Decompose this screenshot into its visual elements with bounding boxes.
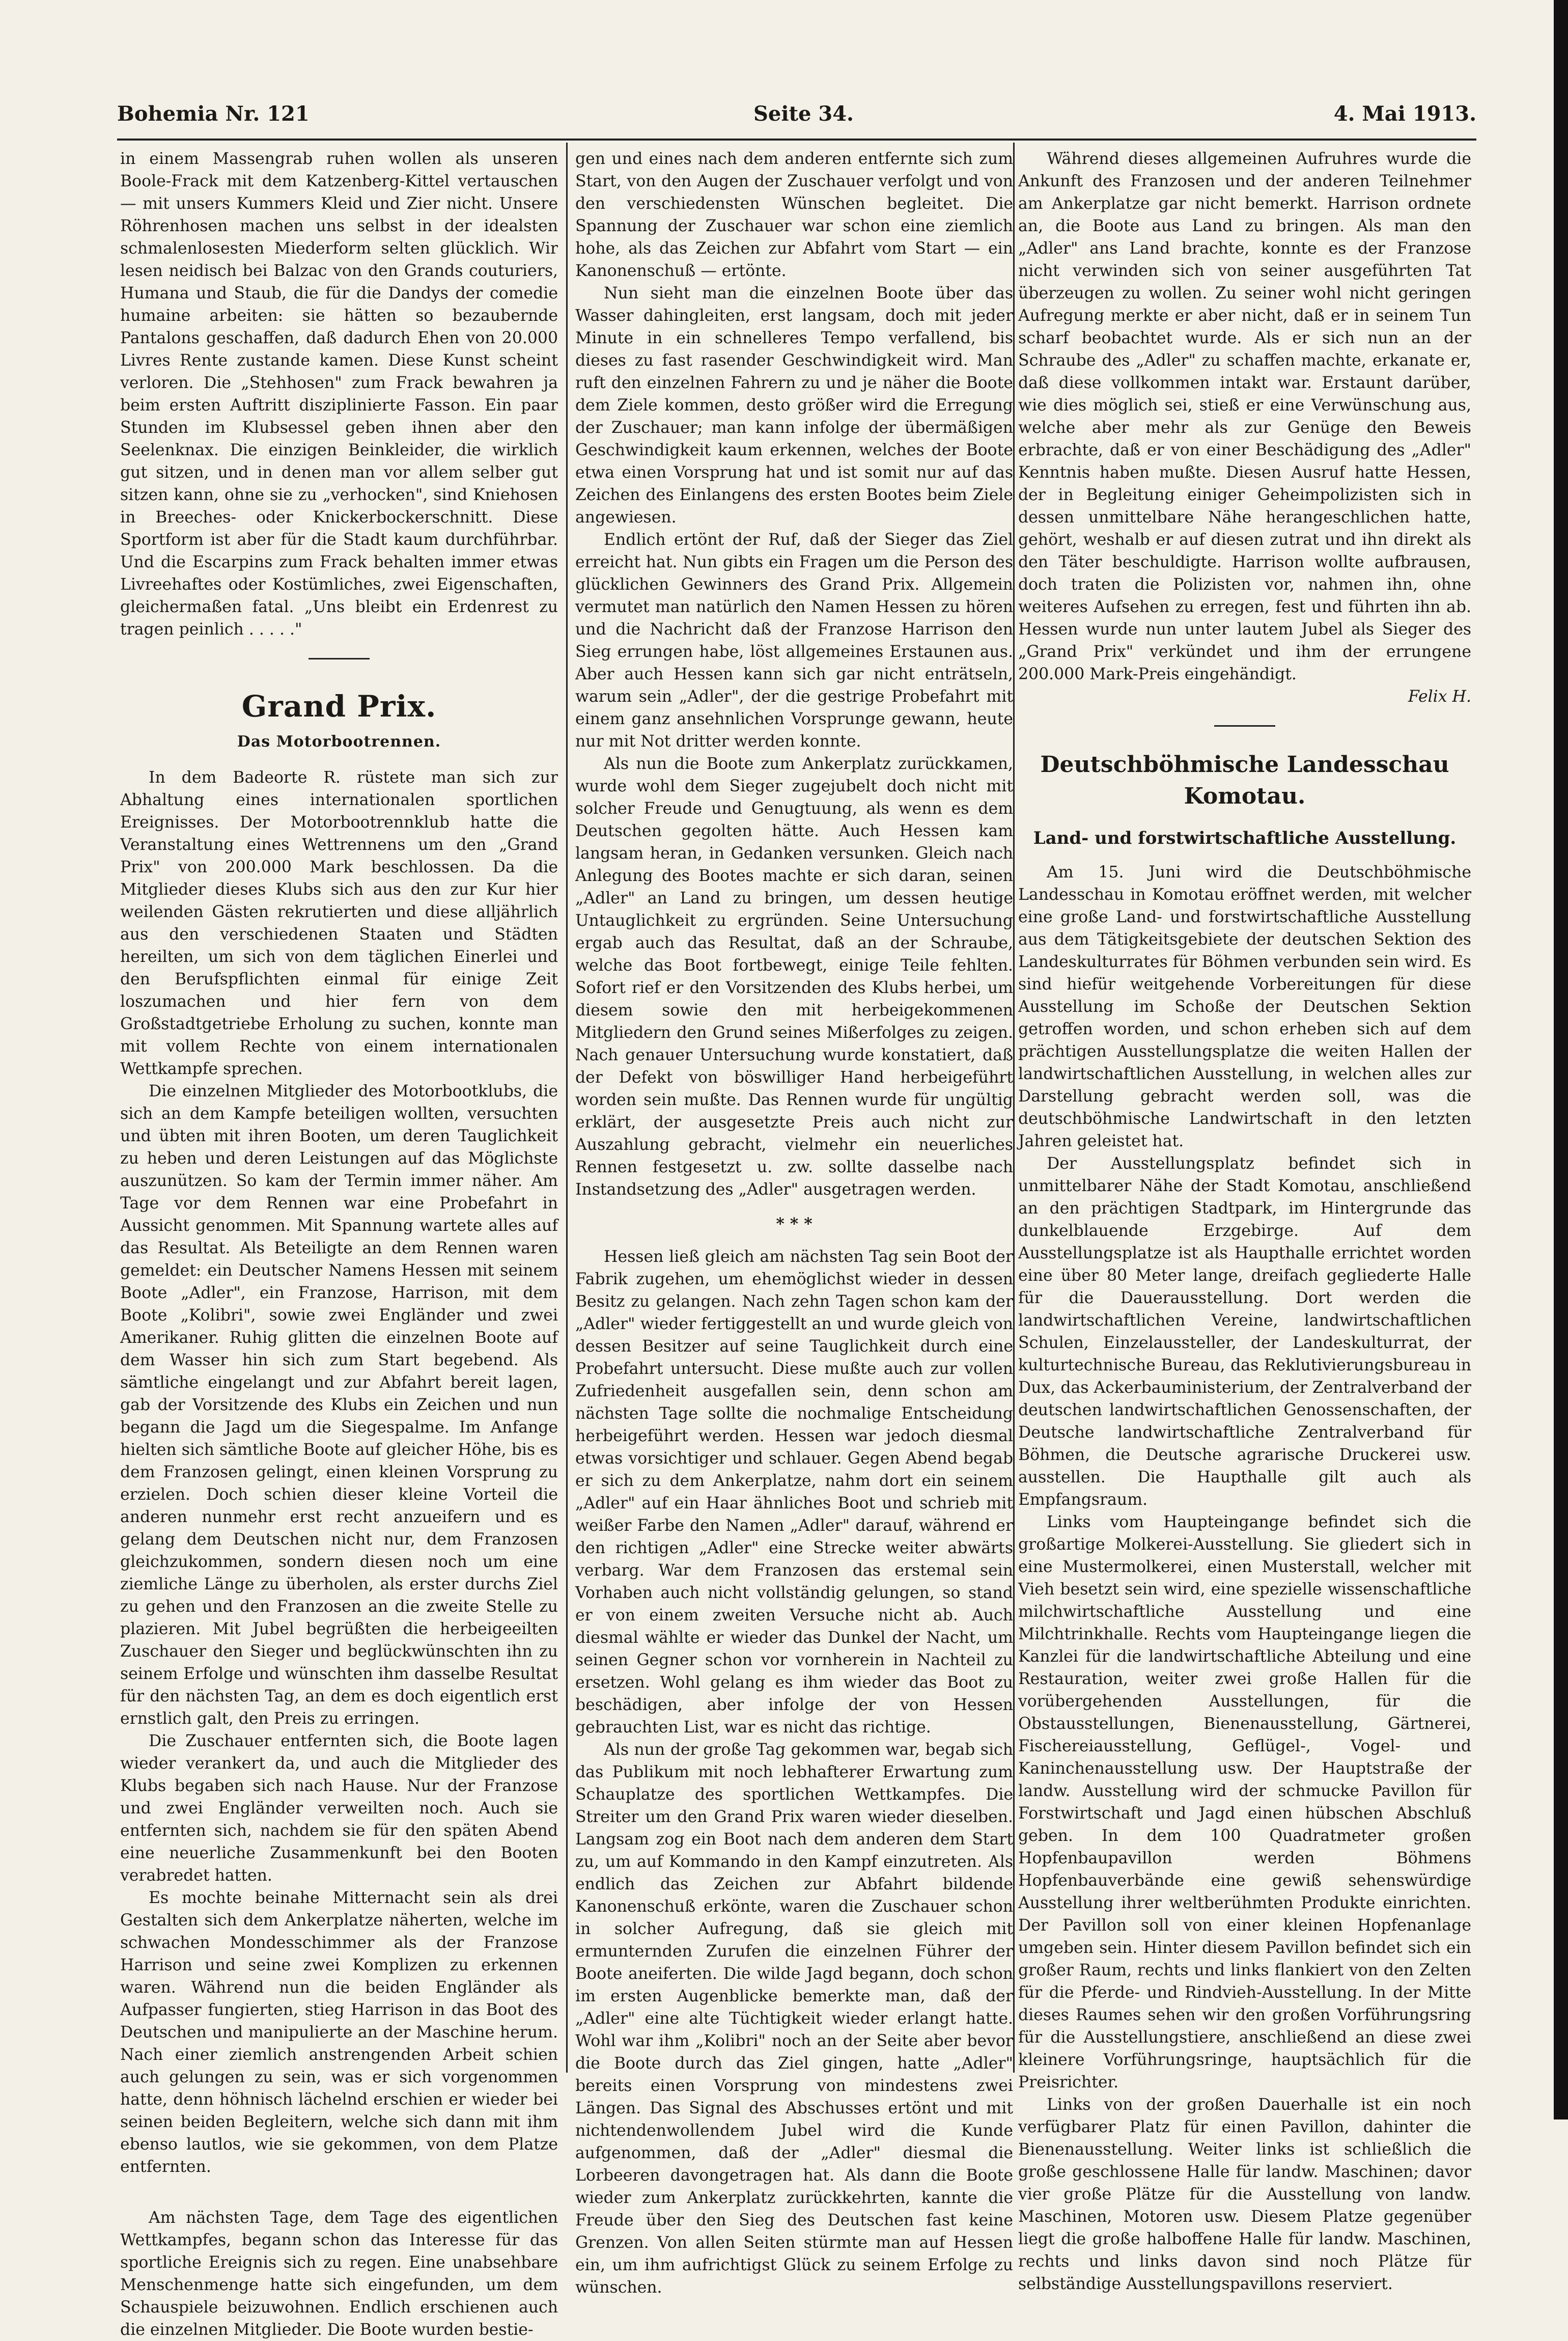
page-header <box>117 102 1476 137</box>
column-1 <box>120 148 558 2339</box>
paragraph: Am 15. Juni wird die Deutschböhmische Landesschau in Komotau eröffnet werden, mit welcher eine große Land- und forstwirtschaftliche Ausstellung aus dem Tätigkeitsgebiete der deutschen Sektion des Landeskulturrates für Böhmen verbunden sein wird. Es sind hiefür weitgehende Vorbereitungen für diese Ausstellung im Schoße der Deutschen Sektion getroffen worden, und schon erheben sich auf dem prächtigen Ausstellungsplatze die weiten Hallen der landwirtschaftlichen Ausstellung, in welchen alles zur Darstellung gebracht werden soll, was die deutschböhmische Landwirtschaft in den letzten Jahren geleistet hat. <box>1018 863 1471 1150</box>
column-divider-2 <box>1013 143 1015 2073</box>
paragraph: Die einzelnen Mitglieder des Motorbootklubs, die sich an dem Kampfe beteiligen wollten, versuchten und übten mit ihren Booten, um deren Tauglichkeit zu heben und deren Leistungen auf das Möglichste auszunützen. So kam der Termin immer näher. Am Tage vor dem Rennen war eine Probefahrt in Aussicht genommen. Mit Spannung wartete alles auf das Resultat. Als Beteiligte an dem Rennen waren gemeldet: ein Deutscher Namens Hessen mit seinem Boote „Adler", ein Franzose, Harrison, mit dem Boote „Kolibri", sowie zwei Engländer und zwei Amerikaner. Ruhig glitten die einzelnen Boote auf dem Wasser hin sich zum Start begebend. Als sämtliche eingelangt und zur Abfahrt bereit lagen, gab der Vorsitzende des Klubs ein Zeichen und nun begann die Jagd um die Siegespalme. Im Anfange hielten sich sämtliche Boote auf gleicher Höhe, bis es dem Franzosen gelingt, einen kleinen Vorsprung zu erzielen. Doch schien dieser kleine Vorteil die anderen nunmehr erst recht anzueifern und es gelang dem Deutschen nicht nur, dem Franzosen gleichzukommen, sondern diesen noch um eine ziemliche Länge zu überholen, als erster durchs Ziel zu gehen und den Franzosen an die zweite Stelle zu plazieren. Mit Jubel begrüßten die herbeigeeilten Zuschauer den Sieger und beglückwünschten ihn zu seinem Erfolge und wünschten ihm dasselbe Resultat für den nächsten Tag, an dem es doch eigentlich erst ernstlich galt, den Preis zu erringen. <box>120 1082 558 1728</box>
column-divider-1 <box>566 143 568 2073</box>
author-signature: Felix H. <box>1408 687 1471 706</box>
paragraph: Es mochte beinahe Mitternacht sein als drei Gestalten sich dem Ankerplatze näherten, welche im schwachen Mondesschimmer als der Franzose Harrison und seine zwei Komplizen zu erkennen waren. Während nun die beiden Engländer als Aufpasser fungierten, stieg Harrison in das Boot des Deutschen und manipulierte an der Maschine herum. Nach einer ziemlich anstrengenden Arbeit schien auch gelungen zu sein, was er sich vorgenommen hatte, denn höhnisch lächelnd erschien er wieder bei seinen beiden Begleitern, welche sich dann mit ihm ebenso lautlos, wie sie gekommen, von dem Platze entfernten. <box>120 1889 558 2176</box>
page-number: Seite 34. <box>753 102 854 126</box>
article-separator <box>1214 725 1275 727</box>
paragraph: Am nächsten Tage, dem Tage des eigentlichen Wettkampfes, begann schon das Interesse für das sportliche Ereignis sich zu regen. Eine unabsehbare Menschenmenge hatte sich eingefunden, um dem Schauspiele beizuwohnen. Endlich erschienen auch die einzelnen Mitglieder. Die Boote wurden bestie- <box>120 2209 558 2339</box>
column-3 <box>1018 148 1471 2293</box>
article-subtitle: Das Motorbootrennen. <box>237 733 441 751</box>
issue-date: 4. Mai 1913. <box>1333 102 1476 126</box>
scan-border <box>1554 0 1568 2119</box>
paragraph: in einem Massengrab ruhen wollen als unseren Boole-Frack mit dem Katzenberg-Kittel vertauschen — mit unsers Kummers Kleid und Zier nicht. Unsere Röhrenhosen machen uns selbst in der idealsten schmalenlosesten Miederform selten glücklich. Wir lesen neidisch bei Balzac von den Grands couturiers, Humana und Staub, die für die Dandys der comedie humaine arbeiten: sie hätten so bezaubernde Pantalons geschaffen, daß dadurch Ehen von 20.000 Livres Rente zustande kamen. Diese Kunst scheint verloren. Die „Stehhosen" zum Frack bewahren ja beim ersten Auftritt disziplinierte Fasson. Ein paar Stunden im Klubsessel geben ihnen aber den Seelenknax. Die einzigen Beinkleider, die wirklich gut sitzen, und in denen man vor allem selber gut sitzen kann, ohne sie zu „verhocken", sind Kniehosen in Breeches- oder Knickerbockerschnitt. Diese Sportform ist aber für die Stadt kaum durchführbar. Und die Escarpins zum Frack behalten immer etwas Livreehaftes oder Kostümliches, zwei Eigenschaften, gleichermaßen fatal. „Uns bleibt ein Erdenrest zu tragen peinlich . . . . ." <box>120 150 558 639</box>
article-title: Grand Prix. <box>241 689 437 724</box>
paragraph: Als nun die Boote zum Ankerplatz zurückkamen, wurde wohl dem Sieger zugejubelt doch nicht mit solcher Freude und Genugtuung, als wenn es dem Deutschen gegolten hätte. Auch Hessen kam langsam heran, in Gedanken versunken. Gleich nach Anlegung des Bootes machte er sich daran, seinen „Adler" an Land zu bringen, um dessen heutige Untauglichkeit zu ergründen. Seine Untersuchung ergab auch das Resultat, daß an der Schraube, welche das Boot fortbewegt, einige Teile fehlten. Sofort rief er den Vorsitzenden des Klubs herbei, um diesem sowie den mit herbeigekommenen Mitgliedern den Grund seines Mißerfolges zu zeigen. Nach genauer Untersuchung wurde konstatiert, daß der Defekt von böswilliger Hand herbeigeführt worden sein mußte. Das Rennen wurde für ungültig erklärt, der ausgesetzte Preis auch nicht zur Auszahlung gebracht, vielmehr ein neuerliches Rennen festgesetzt u. zw. sollte dasselbe nach Instandsetzung des „Adler" ausgetragen werden. <box>575 755 1013 1199</box>
article-separator <box>309 658 370 659</box>
paragraph: Während dieses allgemeinen Aufruhres wurde die Ankunft des Franzosen und der anderen Teilnehmer am Ankerplatze gar nicht bemerkt. Harrison ordnete an, die Boote aus Land zu bringen. Als man den „Adler" ans Land brachte, konnte es der Franzose nicht verwinden sich von seiner ausgeführten Tat überzeugen zu wollen. Zu seiner wohl nicht geringen Aufregung merkte er aber nicht, daß er in seinem Tun scharf beobachtet wurde. Als er sich nun an der Schraube des „Adler" zu schaffen machte, erkanate er, daß diese vollkommen intakt war. Erstaunt darüber, wie dies möglich sei, stieß er eine Verwünschung aus, welche aber mehr als zur Genüge den Beweis erbrachte, daß er von einer Beschädigung des „Adler" Kenntnis haben mußte. Diesen Ausruf hatte Hessen, der in Begleitung einiger Geheimpolizisten sich in dessen unmittelbare Nähe herangeschlichen hatte, gehört, weshalb er auf diesen zutrat und ihn direkt als den Täter beschuldigte. Harrison wollte aufbrausen, doch traten die Polizisten vor, nahmen ihn, ohne weiteres Aufsehen zu erregen, fest und führten ihn ab. Hessen wurde nun unter lautem Jubel als Sieger des „Grand Prix" verkündet und ihm der errungene 200.000 Mark-Preis eingehändigt. <box>1018 150 1471 683</box>
paragraph: Links von der großen Dauerhalle ist ein noch verfügbarer Platz für einen Pavillon, dahinter die Bienenausstellung. Weiter links ist schließlich die große geschlossene Halle für landw. Maschinen; davor vier große Plätze für die Ausstellung von landw. Maschinen, Motoren usw. Diesem Platze gegenüber liegt die große halboffene Halle für landw. Maschinen, rechts und links davon sind noch Plätze für selbständige Ausstellungspavillons reserviert. <box>1018 2096 1471 2293</box>
paragraph: Die Zuschauer entfernten sich, die Boote lagen wieder verankert da, und auch die Mitglieder des Klubs begaben sich nach Hause. Nur der Franzose und zwei Engländer verweilten noch. Auch sie entfernten sich, nachdem sie für den späten Abend eine neuerliche Zusammenkunft bei den Booten verabredet hatten. <box>120 1732 558 1885</box>
header-rule <box>117 139 1476 141</box>
paragraph: In dem Badeorte R. rüstete man sich zur Abhaltung eines internationalen sportlichen Ereignisses. Der Motorbootrennklub hatte die Veranstaltung eines Wettrennens um den „Grand Prix" von 200.000 Mark beschlossen. Da die Mitglieder dieses Klubs sich aus den zur Kur hier weilenden Gästen rekrutierten und diese alljährlich aus den verschiedenen Staaten und Städten hereilten, um sich von dem täglichen Einerlei und den Berufspflichten einmal für einige Zeit loszumachen und hier fern von dem Großstadtgetriebe Erholung zu suchen, konnte man mit vollem Rechte von einem internationalen Wettkampfe sprechen. <box>120 768 558 1078</box>
section-separator: * * * <box>776 1215 813 1233</box>
paragraph: Als nun der große Tag gekommen war, begab sich das Publikum mit noch lebhafterer Erwartung zum Schauplatze des sportlichen Wettkampfes. Die Streiter um den Grand Prix waren wieder dieselben. Langsam zog ein Boot nach dem anderen dem Start zu, um auf Kommando in den Kampf einzutreten. Als endlich das Zeichen zur Abfahrt bildende Kanonenschuß erkönte, waren die Zuschauer schon in solcher Aufregung, daß sie gleich mit ermunternden Zurufen die einzelnen Führer der Boote aneiferten. Die wilde Jagd begann, doch schon im ersten Augenblicke bemerkte man, daß der „Adler" eine alte Tüchtigkeit wieder erlangt hatte. Wohl war ihm „Kolibri" noch an der Seite aber bevor die Boote durch das Ziel gingen, hatte „Adler" bereits einen Vorsprung von mindestens zwei Längen. Das Signal des Abschusses ertönt und mit nichtendenwollendem Jubel wird die Kunde aufgenommen, daß der „Adler" diesmal die Lorbeeren davongetragen hat. Als dann die Boote wieder zum Ankerplatz zurückkehrten, kannte die Freude über den Sieg des Deutschen fast keine Grenzen. Von allen Seiten stürmte man auf Hessen ein, um ihm aufrichtigst Glück zu seinem Erfolge zu wünschen. <box>575 1741 1013 2297</box>
article-subtitle: Land- und forstwirtschaftliche Ausstellung. <box>1033 828 1457 848</box>
column-2 <box>575 148 1013 2297</box>
article-title: Deutschböhmische Landesschau Komotau. <box>1040 752 1449 809</box>
newspaper-issue: Bohemia Nr. 121 <box>117 102 310 126</box>
paragraph: Der Ausstellungsplatz befindet sich in unmittelbarer Nähe der Stadt Komotau, anschließend an den prächtigen Stadtpark, im Hintergrunde das dunkelblauende Erzgebirge. Auf dem Ausstellungsplatze ist als Haupthalle errichtet worden eine über 80 Meter lange, dreifach gegliederte Halle für die Dauerausstellung. Dort werden die landwirtschaftlichen Vereine, landwirtschaftlichen Schulen, Einzelaussteller, der Landeskulturrat, der kulturtechnische Bureau, das Reklutivierungsbureau in Dux, das Ackerbauministerium, der Zentralverband der deutschen landwirtschaftlichen Genossenschaften, der Deutsche landwirtschaftliche Zentralverband für Böhmen, die Deutsche agrarische Druckerei usw. ausstellen. Die Haupthalle gilt auch als Empfangsraum. <box>1018 1154 1471 1509</box>
paragraph: Links vom Haupteingange befindet sich die großartige Molkerei-Ausstellung. Sie gliedert sich in eine Mustermolkerei, einen Musterstall, welcher mit Vieh besetzt sein wird, eine spezielle wissenschaftliche milchwirtschaftliche Ausstellung und eine Milchtrinkhalle. Rechts vom Haupteingange liegen die Kanzlei für die landwirtschaftliche Abteilung und eine Restauration, weiter zwei große Hallen für die vorübergehenden Ausstellungen, für die Obstausstellungen, Bienenausstellung, Gärtnerei, Fischereiausstellung, Geflügel-, Vogel- und Kaninchenausstellung usw. Der Hauptstraße der landw. Ausstellung wird der schmucke Pavillon für Forstwirtschaft und Jagd einen hübschen Abschluß geben. In dem 100 Quadratmeter großen Hopfenbaupavillon werden Böhmens Hopfenbauverbände eine gewiß sehenswürdige Ausstellung ihrer weltberühmten Produkte einrichten. Der Pavillon soll von einer kleinen Hopfenanlage umgeben sein. Hinter diesem Pavillon befindet sich ein großer Raum, rechts und links flankiert von den Zelten für die Pferde- und Rindvieh-Ausstellung. In der Mitte dieses Raumes sehen wir den großen Vorführungsring für die Ausstellungstiere, anschließend an diese zwei kleinere Vorführungsringe, hauptsächlich für die Preisrichter. <box>1018 1513 1471 2091</box>
paragraph: Endlich ertönt der Ruf, daß der Sieger das Ziel erreicht hat. Nun gibts ein Fragen um die Person des glücklichen Gewinners des Grand Prix. Allgemein vermutet man natürlich den Namen Hessen zu hören und die Nachricht daß der Franzose Harrison den Sieg errungen habe, löst allgemeines Erstaunen aus. Aber auch Hessen kann sich gar nicht enträtseln, warum sein „Adler", der die gestrige Probefahrt mit einem ganz ansehnlichen Vorsprunge gewann, heute nur mit Not dritter werden konnte. <box>575 531 1013 751</box>
paragraph: Nun sieht man die einzelnen Boote über das Wasser dahingleiten, erst langsam, doch mit jeder Minute in ein schnelleres Tempo verfallend, bis dieses zu fast rasender Geschwindigkeit wird. Man ruft den einzelnen Fahrern zu und je näher die Boote dem Ziele kommen, desto größer wird die Erregung der Zuschauer; man kann infolge der übermäßigen Geschwindigkeit kaum erkennen, welches der Boote etwa einen Vorsprung hat und ist somit nur auf das Zeichen des Einlangens des ersten Bootes beim Ziele angewiesen. <box>575 284 1013 527</box>
paragraph: Hessen ließ gleich am nächsten Tag sein Boot der Fabrik zugehen, um ehemöglichst wieder in dessen Besitz zu gelangen. Nach zehn Tagen schon kam der „Adler" wieder fertiggestellt an und wurde gleich von dessen Besitzer auf seine Tauglichkeit durch eine Probefahrt untersucht. Diese mußte auch zur vollen Zufriedenheit ausgefallen sein, denn schon am nächsten Tage sollte die nochmalige Entscheidung herbeigeführt werden. Hessen war jedoch diesmal etwas vorsichtiger und schlauer. Gegen Abend begab er sich zu dem Ankerplatze, nahm dort ein seinem „Adler" auf ein Haar ähnliches Boot und schrieb mit weißer Farbe den Namen „Adler" darauf, während er den richtigen „Adler" eine Strecke weiter abwärts verbarg. War dem Franzosen das erstemal sein Vorhaben auch nicht vollständig gelungen, so stand er von einem zweiten Versuche nicht ab. Auch diesmal wählte er wieder das Dunkel der Nacht, um seinen Gegner schon vor vornherein in Nachteil zu ersetzen. Wohl gelang es ihm wieder das Boot zu beschädigen, aber infolge der von Hessen gebrauchten List, war es nicht das richtige. <box>575 1248 1013 1737</box>
paragraph: gen und eines nach dem anderen entfernte sich zum Start, von den Augen der Zuschauer verfolgt und von den verschiedensten Wünschen begleitet. Die Spannung der Zuschauer war schon eine ziemlich hohe, als das Zeichen zur Abfahrt vom Start — ein Kanonenschuß — ertönte. <box>575 150 1013 280</box>
